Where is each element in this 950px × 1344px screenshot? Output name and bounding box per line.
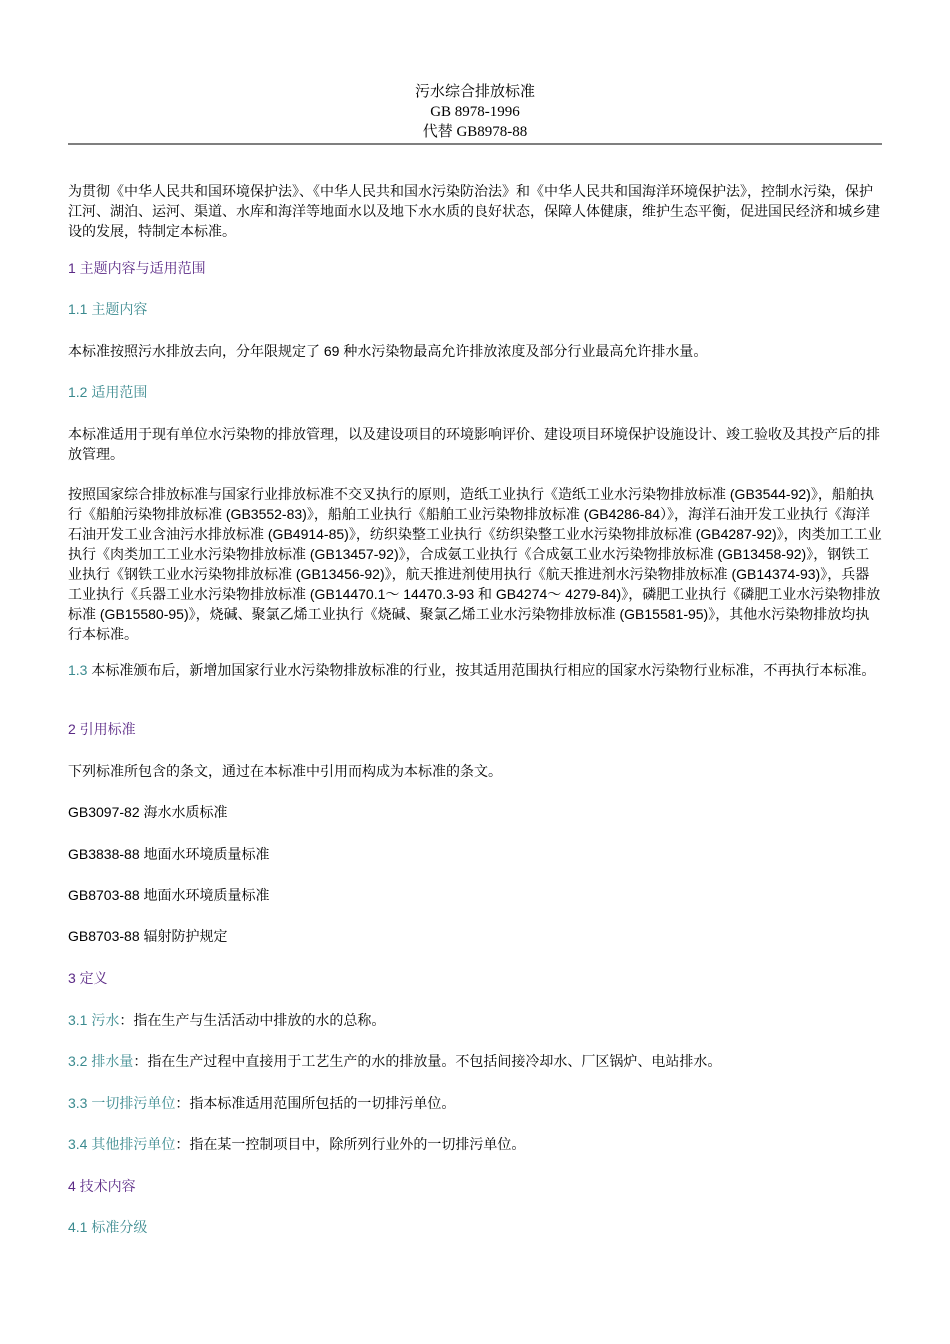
section-1-2-heading: 1.2 适用范围 [68,384,148,400]
section-2-text: 下列标准所包含的条文，通过在本标准中引用而构成为本标准的条文。 [68,763,502,779]
section-4-heading: 4 技术内容 [68,1178,136,1194]
document-page [68,82,882,145]
section-2-heading: 2 引用标准 [68,721,136,737]
section-1-3-paragraph [68,660,882,680]
document-title: 污水综合排放标准 [414,84,535,100]
section-1-1-text: 本标准按照污水排放去向，分年限规定了 69 种水污染物最高允许排放浓度及部分行业最高允许排水量。 [68,343,708,359]
section-4-1-heading: 4.1 标准分级 [68,1219,148,1235]
definition-term: 3.1 污水 [68,1012,120,1028]
standard-code: GB 8978-1996 [430,104,520,120]
definition-term: 3.4 其他排污单位 [68,1136,176,1152]
section-3-heading: 3 定义 [68,970,108,986]
definition-item [68,1051,882,1071]
definition-text: ：指在生产与生活活动中排放的水的总称。 [119,1012,386,1028]
definition-text: ：指在生产过程中直接用于工艺生产的水的排放量。不包括间接冷却水、厂区锅炉、电站排水。 [133,1053,722,1069]
definition-term: 3.3 一切排污单位 [68,1095,176,1111]
definition-text: ：指本标准适用范围所包括的一切排污单位。 [175,1095,456,1111]
definition-text: ：指在某一控制项目中，除所列行业外的一切排污单位。 [175,1136,526,1152]
section-1-2-text: 本标准适用于现有单位水污染物的排放管理，以及建设项目的环境影响评价、建设项目环境保护设施设计、竣工验收及其投产后的排放管理。 [68,426,880,462]
document-header [68,82,882,142]
definition-item [68,1134,882,1154]
section-1-heading: 1 主题内容与适用范围 [68,260,206,276]
definition-term: 3.2 排水量 [68,1053,134,1069]
section-1-2-text-2: 按照国家综合排放标准与国家行业排放标准不交叉执行的原则，造纸工业执行《造纸工业水污染物排放标准 (GB3544-92)》，船舶执行《船舶污染物排放标准 (GB3552-83)》，船舶工业执行《船舶工业污染物排放标准 (GB4286-84）》，海洋石油开发工业执行《海洋石油开发工业含油污水排放标准 (GB4914-85)》，纺织染整工业执行《纺织染整工业水污染物排放标准 (GB4287-92)》，肉类加工工业执行《肉类加工工业水污染物排放标准 (GB13457-92)》，合成氨工业执行《合成氨工业水污染物排放标准 (GB13458-92)》，钢铁工业执行《钢铁工业水污染物排放标准 (GB13456-92)》，航天推进剂使用执行《航天推进剂水污染物排放标准 (GB14374-93)》，兵器工业执行《兵器工业水污染物排放标准 (GB14470.1～ 14470.3-93 和 GB4274～ 4279-84)》，磷肥工业执行《磷肥工业水污染物排放标准 (GB15580-95)》，烧碱、聚氯乙烯工业执行《烧碱、聚氯乙烯工业水污染物排放标准 (GB15581-95)》，其他水污染物排放均执行本标准。 [68,486,882,642]
reference-item: GB8703-88 辐射防护规定 [68,928,228,944]
header-divider [68,143,882,145]
section-1-3-text: 本标准颁布后，新增加国家行业水污染物排放标准的行业，按其适用范围执行相应的国家水污染物行业标准，不再执行本标准。 [87,662,876,678]
intro-paragraph: 为贯彻《中华人民共和国环境保护法》、《中华人民共和国水污染防治法》和《中华人民共和国海洋环境保护法》，控制水污染，保护江河、湖泊、运河、渠道、水库和海洋等地面水以及地下水水质的良好状态，保障人体健康，维护生态平衡，促进国民经济和城乡建设的发展，特制定本标准。 [68,183,880,239]
reference-item: GB3097-82 海水水质标准 [68,804,228,820]
reference-item: GB8703-88 地面水环境质量标准 [68,887,270,903]
replaces-note: 代替 GB8978-88 [422,124,528,140]
definition-item [68,1010,882,1030]
definition-item [68,1093,882,1113]
section-1-3-number: 1.3 [68,662,88,678]
reference-item: GB3838-88 地面水环境质量标准 [68,846,270,862]
section-1-1-heading: 1.1 主题内容 [68,301,148,317]
